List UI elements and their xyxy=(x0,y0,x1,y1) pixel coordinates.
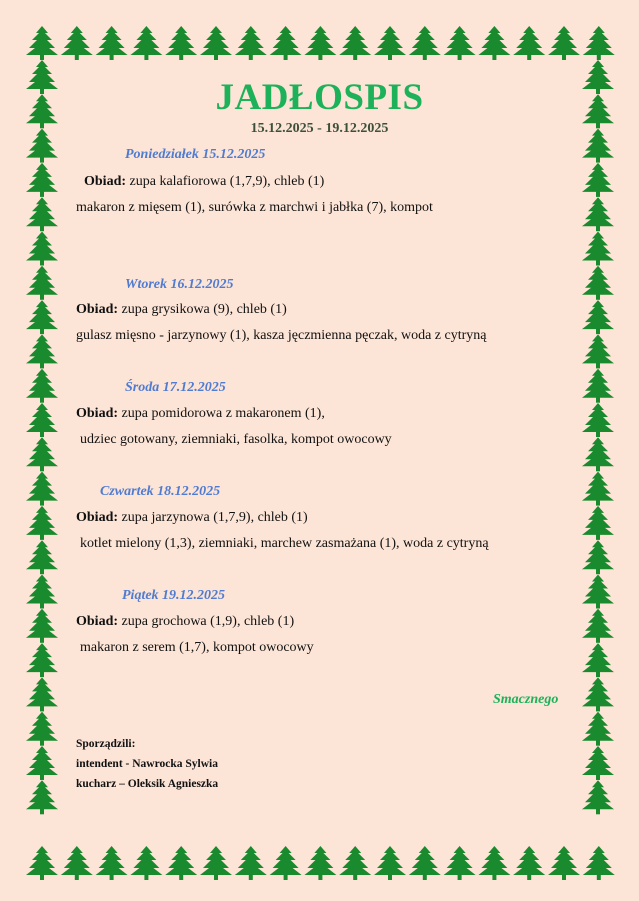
day-heading-thursday: Czwartek 18.12.2025 xyxy=(100,484,221,499)
christmas-tree-icon xyxy=(26,300,58,334)
christmas-tree-icon xyxy=(582,575,614,609)
christmas-tree-icon xyxy=(200,26,232,60)
christmas-tree-icon xyxy=(235,26,267,60)
christmas-tree-icon xyxy=(582,609,614,643)
christmas-tree-icon xyxy=(26,609,58,643)
christmas-tree-icon xyxy=(200,846,232,880)
christmas-tree-icon xyxy=(26,472,58,506)
friday-soup-text: zupa grochowa (1,9), chleb (1) xyxy=(121,614,295,629)
christmas-tree-icon xyxy=(582,472,614,506)
christmas-tree-icon xyxy=(26,540,58,574)
christmas-tree-icon xyxy=(26,26,58,60)
tuesday-soup xyxy=(76,302,287,318)
christmas-tree-icon xyxy=(26,846,58,880)
christmas-tree-icon xyxy=(61,846,93,880)
wednesday-soup xyxy=(76,406,325,422)
christmas-tree-icon xyxy=(165,26,197,60)
christmas-tree-icon xyxy=(130,846,162,880)
thursday-soup xyxy=(76,510,308,526)
christmas-tree-icon xyxy=(270,846,302,880)
christmas-tree-icon xyxy=(582,369,614,403)
christmas-tree-icon xyxy=(582,197,614,231)
christmas-tree-icon xyxy=(478,26,510,60)
christmas-tree-icon xyxy=(478,846,510,880)
christmas-tree-icon xyxy=(26,746,58,780)
tuesday-main: gulasz mięsno - jarzynowy (1), kasza jęczmienna pęczak, woda z cytryną xyxy=(76,328,487,343)
friday-soup xyxy=(76,614,294,630)
signature-line-1: intendent - Nawrocka Sylwia xyxy=(76,758,218,770)
obiad-label: Obiad: xyxy=(76,406,119,421)
christmas-tree-icon xyxy=(61,26,93,60)
christmas-tree-icon xyxy=(582,163,614,197)
monday-soup xyxy=(84,174,324,190)
christmas-tree-icon xyxy=(26,677,58,711)
monday-soup-text: zupa kalafiorowa (1,7,9), chleb (1) xyxy=(129,174,325,189)
christmas-tree-icon xyxy=(409,26,441,60)
christmas-tree-icon xyxy=(235,846,267,880)
christmas-tree-icon xyxy=(444,846,476,880)
christmas-tree-icon xyxy=(582,506,614,540)
obiad-label: Obiad: xyxy=(76,510,119,525)
page-title: JADŁOSPIS xyxy=(215,77,424,118)
obiad-label: Obiad: xyxy=(76,302,119,317)
wednesday-soup-text: zupa pomidorowa z makaronem (1), xyxy=(121,406,325,421)
closing-text: Smacznego xyxy=(493,692,559,707)
christmas-tree-icon xyxy=(26,369,58,403)
monday-main: makaron z mięsem (1), surówka z marchwi i jabłka (7), kompot xyxy=(76,200,433,215)
christmas-tree-icon xyxy=(96,846,128,880)
christmas-tree-icon xyxy=(374,846,406,880)
christmas-tree-icon xyxy=(548,26,580,60)
christmas-tree-icon xyxy=(26,643,58,677)
day-heading-wednesday: Środa 17.12.2025 xyxy=(125,380,226,395)
christmas-tree-icon xyxy=(582,780,614,814)
christmas-tree-icon xyxy=(26,712,58,746)
christmas-tree-icon xyxy=(26,266,58,300)
christmas-tree-icon xyxy=(374,26,406,60)
christmas-tree-icon xyxy=(582,746,614,780)
christmas-tree-icon xyxy=(26,437,58,471)
christmas-tree-icon xyxy=(270,26,302,60)
christmas-tree-icon xyxy=(513,26,545,60)
christmas-tree-icon xyxy=(304,846,336,880)
christmas-tree-icon xyxy=(582,232,614,266)
christmas-tree-icon xyxy=(304,26,336,60)
christmas-tree-icon xyxy=(582,437,614,471)
christmas-tree-icon xyxy=(583,26,615,60)
christmas-tree-icon xyxy=(26,403,58,437)
signature-line-2: kucharz – Oleksik Agnieszka xyxy=(76,778,219,790)
christmas-tree-icon xyxy=(582,266,614,300)
christmas-tree-icon xyxy=(583,846,615,880)
christmas-tree-icon xyxy=(582,300,614,334)
day-heading-friday: Piątek 19.12.2025 xyxy=(122,588,226,603)
wednesday-main: udziec gotowany, ziemniaki, fasolka, kompot owocowy xyxy=(80,432,392,447)
date-range: 15.12.2025 - 19.12.2025 xyxy=(250,121,389,136)
christmas-tree-icon xyxy=(444,26,476,60)
christmas-tree-icon xyxy=(582,712,614,746)
thursday-soup-text: zupa jarzynowa (1,7,9), chleb (1) xyxy=(121,510,308,525)
christmas-tree-icon xyxy=(339,26,371,60)
day-heading-monday: Poniedziałek 15.12.2025 xyxy=(125,147,266,162)
christmas-tree-icon xyxy=(582,334,614,368)
christmas-tree-icon xyxy=(513,846,545,880)
christmas-tree-icon xyxy=(96,26,128,60)
christmas-tree-icon xyxy=(26,575,58,609)
christmas-tree-icon xyxy=(582,540,614,574)
tuesday-soup-text: zupa grysikowa (9), chleb (1) xyxy=(121,302,287,317)
obiad-label: Obiad: xyxy=(84,174,127,189)
christmas-tree-icon xyxy=(26,163,58,197)
christmas-tree-icon xyxy=(26,506,58,540)
obiad-label: Obiad: xyxy=(76,614,119,629)
friday-main: makaron z serem (1,7), kompot owocowy xyxy=(80,640,314,655)
christmas-tree-icon xyxy=(130,26,162,60)
christmas-tree-icon xyxy=(26,334,58,368)
christmas-tree-icon xyxy=(582,403,614,437)
christmas-tree-icon xyxy=(548,846,580,880)
christmas-tree-icon xyxy=(26,232,58,266)
christmas-tree-icon xyxy=(26,197,58,231)
christmas-tree-icon xyxy=(26,780,58,814)
christmas-tree-icon xyxy=(339,846,371,880)
christmas-tree-icon xyxy=(582,643,614,677)
christmas-tree-icon xyxy=(165,846,197,880)
day-heading-tuesday: Wtorek 16.12.2025 xyxy=(125,277,234,292)
christmas-tree-icon xyxy=(582,677,614,711)
thursday-main: kotlet mielony (1,3), ziemniaki, marchew zasmażana (1), woda z cytryną xyxy=(80,536,489,551)
signature-heading: Sporządzili: xyxy=(76,738,136,750)
christmas-tree-icon xyxy=(409,846,441,880)
